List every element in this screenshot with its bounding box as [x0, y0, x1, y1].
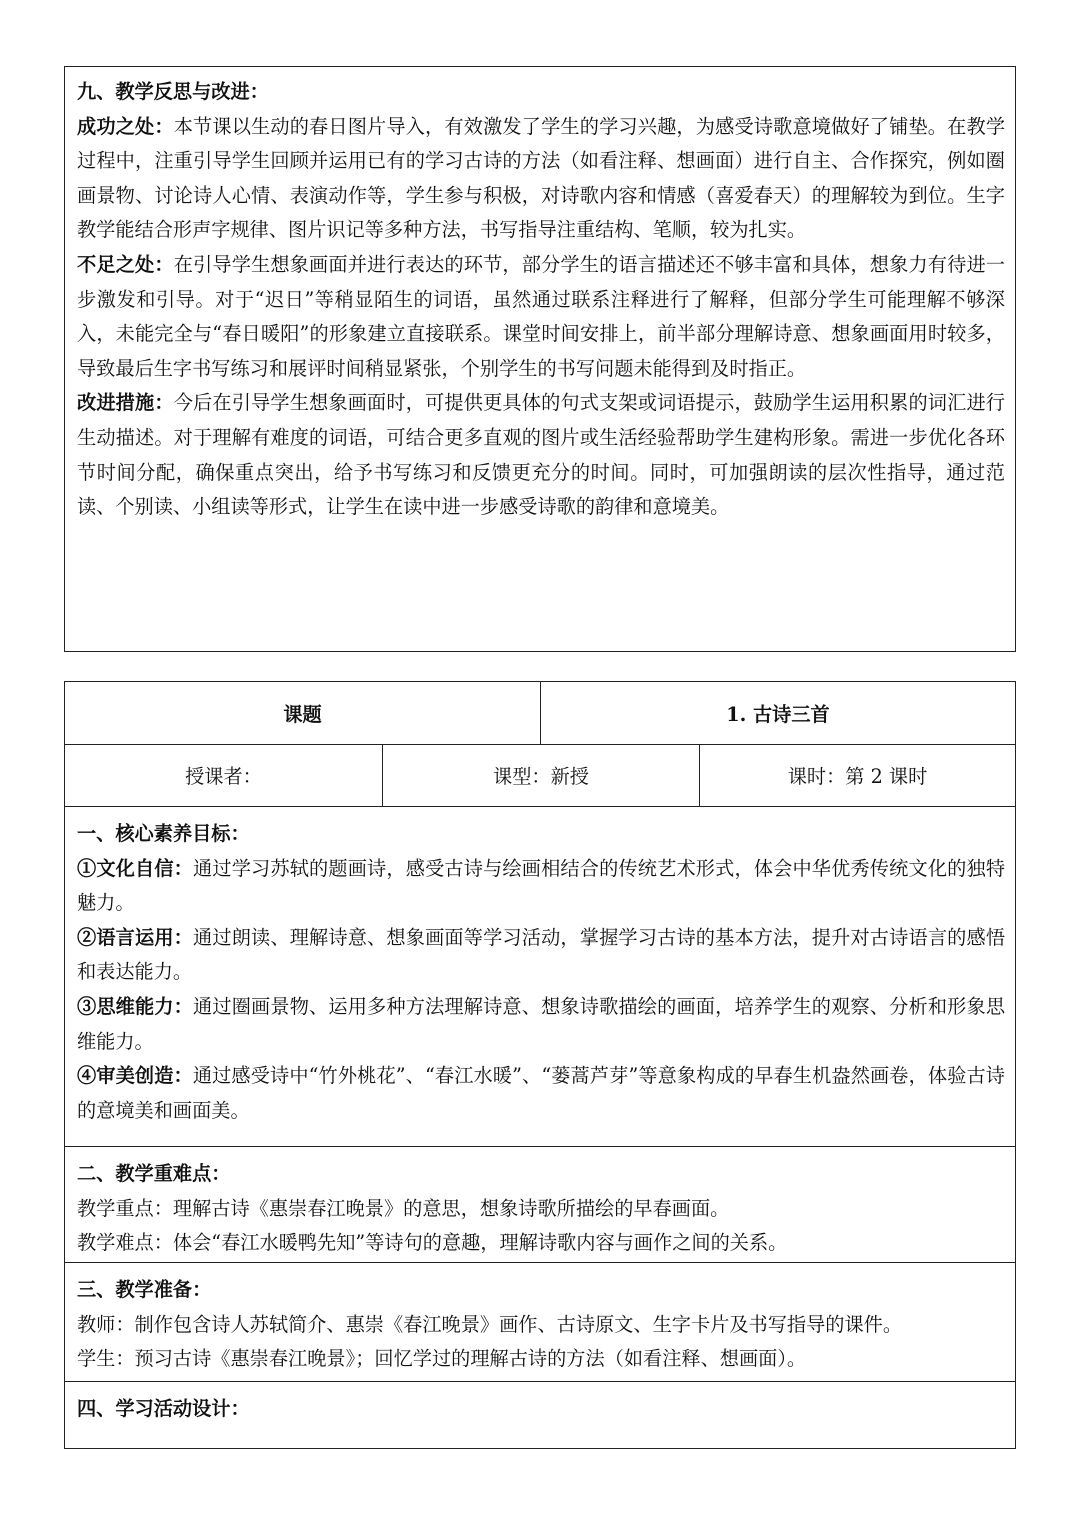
prep-line: 学生：预习古诗《惠崇春江晚景》；回忆学过的理解古诗的方法（如看注释、想画面）。	[77, 1347, 807, 1371]
goal-lead: ①文化自信：	[77, 856, 194, 880]
shortcomings-text: 在引导学生想象画面并进行表达的环节，部分学生的语言描述还不够丰富和具体，想象力有待进一步激发和引导。对于“迟日”等稍显陌生的词语，虽然通过联系注释进行了解释，但部分学生可能理解不够深入，未能完全与“春日暖阳”的形象建立直接联系。课堂时间安排上，前半部分理解诗意、想象画面用时较多，导致最后生字书写练习和展评时间稍显紧张，个别学生的书写问题未能得到及时指正。	[77, 252, 1006, 380]
shortcomings-lead: 不足之处：	[77, 252, 174, 276]
prep-section	[65, 1263, 1015, 1382]
goal-lead: ③思维能力：	[77, 994, 194, 1018]
reflection-improvements	[77, 386, 1005, 524]
reflection-heading: 九、教学反思与改进：	[77, 80, 269, 103]
improvements-lead: 改进措施：	[77, 391, 174, 415]
key-point-line: 教学重点：理解古诗《惠崇春江晚景》的意思，想象诗歌所描绘的早春画面。	[77, 1196, 730, 1220]
key-points-heading: 二、教学重难点：	[77, 1162, 231, 1185]
goal-lead: ④审美创造：	[77, 1064, 193, 1088]
period-cell: 课时：第 2 课时	[699, 745, 1015, 806]
goal-text: 通过圈画景物、运用多种方法理解诗意、想象诗歌描绘的画面，培养学生的观察、分析和形象思维能力。	[77, 994, 1006, 1053]
key-point-line: 教学难点：体会“春江水暖鸭先知”等诗句的意趣，理解诗歌内容与画作之间的关系。	[77, 1231, 788, 1255]
prep-line: 教师：制作包含诗人苏轼简介、惠崇《春江晚景》画作、古诗原文、生字卡片及书写指导的课件。	[77, 1312, 903, 1336]
success-lead: 成功之处：	[77, 114, 174, 138]
goal-text: 通过朗读、理解诗意、想象画面等学习活动，掌握学习古诗的基本方法，提升对古诗语言的感悟和表达能力。	[77, 925, 1006, 984]
title-value-cell: 1. 古诗三首	[540, 682, 1015, 744]
goal-item	[77, 852, 1005, 921]
lesson-meta-row	[65, 745, 1015, 807]
success-text: 本节课以生动的春日图片导入，有效激发了学生的学习兴趣，为感受诗歌意境做好了铺垫。在教学过程中，注重引导学生回顾并运用已有的学习古诗的方法（如看注释、想画面）进行自主、合作探究，例如圈画景物、讨论诗人心情、表演动作等，学生参与积极，对诗歌内容和情感（喜爱春天）的理解较为到位。生字教学能结合形声字规律、图片识记等多种方法，书写指导注重结构、笔顺，较为扎实。	[77, 114, 1006, 242]
goal-text: 通过学习苏轼的题画诗，感受古诗与绘画相结合的传统艺术形式，体会中华优秀传统文化的独特魅力。	[77, 856, 1006, 915]
goal-item	[77, 1059, 1005, 1128]
activities-section	[65, 1382, 1015, 1450]
improvements-text: 今后在引导学生想象画面时，可提供更具体的句式支架或词语提示，鼓励学生运用积累的词汇进行生动描述。对于理解有难度的词语，可结合更多直观的图片或生活经验帮助学生建构形象。需进一步优化各环节时间分配，确保重点突出，给予书写练习和反馈更充分的时间。同时，可加强朗读的层次性指导，通过范读、个别读、小组读等形式，让学生在读中进一步感受诗歌的韵律和意境美。	[77, 391, 1006, 519]
key-points-section	[65, 1147, 1015, 1263]
reflection-success	[77, 110, 1005, 248]
goal-item	[77, 990, 1005, 1059]
lesson-plan-table	[64, 681, 1016, 1449]
goal-item	[77, 921, 1005, 990]
activities-heading: 四、学习活动设计：	[77, 1397, 250, 1420]
goals-heading: 一、核心素养目标：	[77, 822, 250, 845]
lesson-title-row	[65, 682, 1015, 745]
type-cell: 课型：新授	[382, 745, 699, 806]
title-label-cell: 课题	[283, 702, 322, 726]
teacher-cell: 授课者：	[185, 765, 262, 788]
prep-heading: 三、教学准备：	[77, 1278, 212, 1301]
goal-lead: ②语言运用：	[77, 925, 194, 949]
reflection-section	[64, 66, 1016, 652]
reflection-shortcomings	[77, 248, 1005, 386]
goal-text: 通过感受诗中“竹外桃花”、“春江水暖”、“蒌蒿芦芽”等意象构成的早春生机盎然画卷，体验古诗的意境美和画面美。	[77, 1064, 1005, 1122]
goals-section	[65, 807, 1015, 1147]
